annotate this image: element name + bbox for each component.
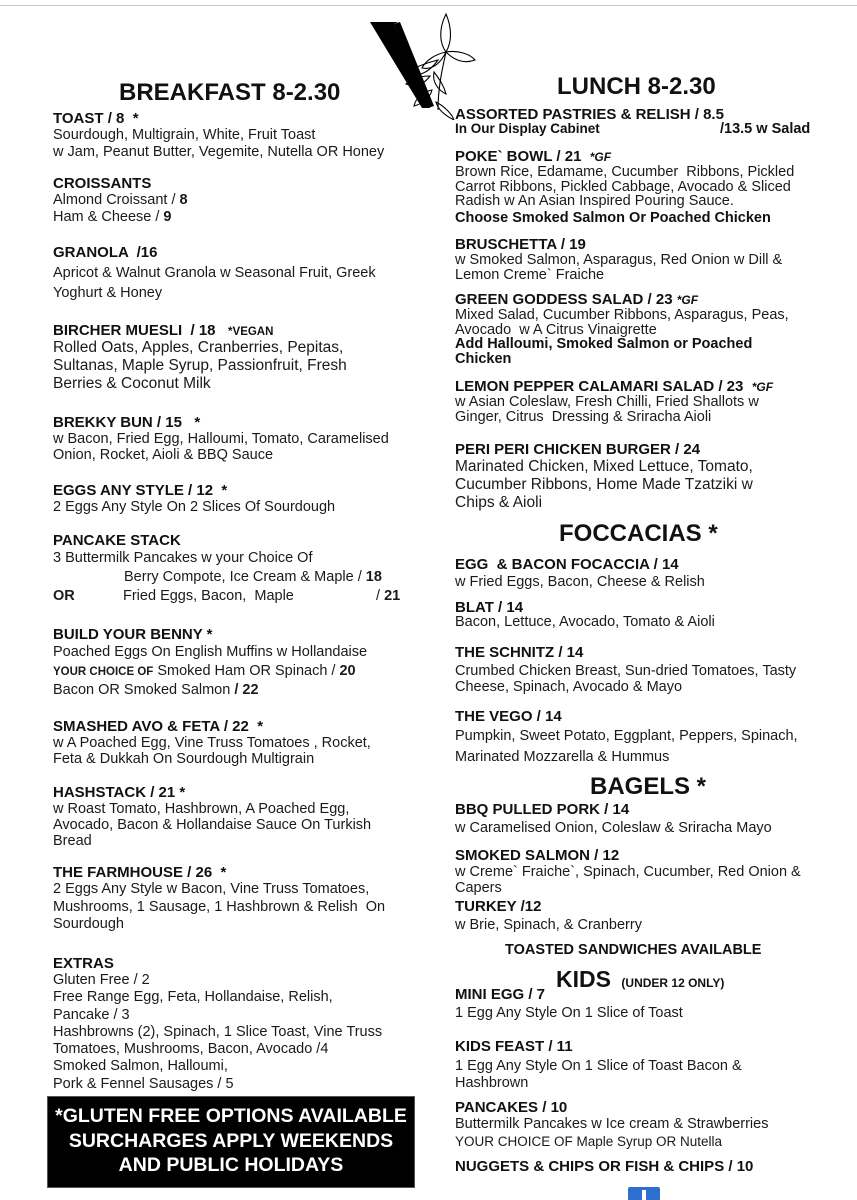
item-title [455, 378, 773, 395]
croissant-ham-cheese: Ham & Cheese / [53, 209, 164, 225]
item-title: EGG & BACON FOCACCIA / 14 [455, 556, 679, 573]
item-choice: Choose Smoked Salmon Or Poached Chicken [455, 209, 771, 226]
menu-item-kids-pancakes [455, 1099, 768, 1150]
item-desc: Pumpkin, Sweet Potato, Eggplant, Peppers, Spinach, [455, 728, 798, 744]
item-desc: Mixed Salad, Cucumber Ribbons, Asparagus, Peas, [455, 307, 789, 323]
item-desc: 2 Eggs Any Style w Bacon, Vine Truss Tomatoes, [53, 881, 370, 897]
item-desc: w A Poached Egg, Vine Truss Tomatoes , Rocket, [53, 735, 371, 751]
item-name: BIRCHER MUESLI / 18 [53, 322, 216, 339]
gf-tag: *GF [751, 380, 774, 394]
item-desc: Marinated Chicken, Mixed Lettuce, Tomato, [455, 458, 753, 475]
bagels-title: BAGELS * [590, 773, 707, 800]
item-title: BLAT / 14 [455, 599, 524, 616]
item-desc: Sultanas, Maple Syrup, Passionfruit, Fresh [53, 357, 347, 374]
menu-item-mini-egg [455, 986, 683, 1023]
choice-text: Bacon OR Smoked Salmon [53, 682, 235, 698]
item-desc [53, 209, 188, 226]
price: 9 [163, 209, 172, 225]
menu-item-smoked-salmon-bagel [455, 847, 801, 896]
notice-line: *GLUTEN FREE OPTIONS AVAILABLE [55, 1105, 407, 1127]
item-title: SMOKED SALMON / 12 [455, 847, 620, 864]
menu-item-brekky-bun [53, 414, 389, 463]
price-wrap [376, 587, 400, 606]
pancake-option-2 [53, 587, 413, 606]
item-title: PANCAKES / 10 [455, 1099, 568, 1116]
price: 20 [339, 662, 356, 679]
menu-item-kids-feast [455, 1038, 742, 1092]
menu-item-smashed-avo [53, 718, 371, 767]
extras-line: Hashbrowns (2), Spinach, 1 Slice Toast, Vine Truss [53, 1023, 383, 1040]
price-slash: / [376, 588, 385, 604]
item-name: POKE` BOWL / 21 [455, 148, 582, 165]
item-title: TOAST / 8 * [53, 110, 139, 127]
item-title: ASSORTED PASTRIES & RELISH / 8.5 [455, 106, 724, 123]
menu-item-calamari [455, 378, 773, 424]
item-desc: Ginger, Citrus Dressing & Sriracha Aioli [455, 408, 712, 425]
item-title: THE VEGO / 14 [455, 708, 562, 725]
item-desc: Apricot & Walnut Granola w Seasonal Fruit, Greek [53, 265, 376, 281]
item-desc: Rolled Oats, Apples, Cranberries, Pepitas, [53, 339, 344, 356]
croissant-almond: Almond Croissant / [53, 192, 180, 208]
salad-price: /13.5 w Salad [720, 121, 811, 137]
gluten-free-surcharge-notice [47, 1096, 415, 1188]
menu-item-hashstack [53, 784, 371, 849]
item-desc: Marinated Mozzarella & Hummus [455, 749, 670, 765]
item-desc [53, 681, 367, 700]
item-desc: Mushrooms, 1 Sausage, 1 Hashbrown & Relish On [53, 898, 386, 915]
price: 21 [384, 588, 401, 604]
item-sub [455, 122, 835, 136]
lunch-title: LUNCH 8-2.30 [557, 73, 716, 100]
item-desc: Onion, Rocket, Aioli & BBQ Sauce [53, 447, 274, 463]
item-title: CROISSANTS [53, 175, 152, 192]
item-desc: Radish w An Asian Inspired Pouring Sauce. [455, 193, 734, 209]
notice-line: SURCHARGES APPLY WEEKENDS [68, 1129, 394, 1152]
item-title [455, 291, 789, 308]
extras-line: Tomatoes, Mushrooms, Bacon, Avocado /4 [53, 1041, 329, 1058]
item-desc: w Brie, Spinach, & Cranberry [455, 917, 642, 933]
item-desc: Bacon, Lettuce, Avocado, Tomato & Aioli [455, 614, 715, 630]
price: 8 [179, 192, 188, 208]
item-desc: Yoghurt & Honey [53, 285, 163, 301]
item-title: TURKEY /12 [455, 898, 542, 915]
gf-tag: *GF [589, 150, 612, 164]
option-text: Fried Eggs, Bacon, Maple [123, 588, 294, 604]
item-addon: Add Halloumi, Smoked Salmon or Poached [455, 336, 753, 352]
item-title: THE FARMHOUSE / 26 * [53, 864, 227, 881]
focaccias-title: FOCCACIAS * [559, 520, 718, 547]
menu-item-turkey [455, 898, 642, 935]
item-desc: w Caramelised Onion, Coleslaw & Sriracha Mayo [455, 820, 772, 836]
menu-item-bbq-pork [455, 801, 772, 838]
item-name: LEMON PEPPER CALAMARI SALAD / 23 [455, 378, 744, 395]
item-title: THE SCHNITZ / 14 [455, 644, 584, 661]
extras-line: Pancake / 3 [53, 1006, 130, 1023]
extras-line: Smoked Salmon, Halloumi, [53, 1058, 228, 1075]
menu-item-blat [455, 600, 715, 630]
item-desc: Sourdough [53, 916, 124, 932]
menu-item-farmhouse [53, 864, 385, 934]
item-desc: w Fried Eggs, Bacon, Cheese & Relish [455, 574, 705, 590]
menu-item-vego [455, 708, 798, 768]
choice-label: YOUR CHOICE OF [53, 665, 154, 678]
item-desc [53, 192, 188, 209]
extras-line: Free Range Egg, Feta, Hollandaise, Relish, [53, 989, 333, 1006]
item-name: GREEN GODDESS SALAD / 23 [455, 291, 673, 308]
item-desc: Bread [53, 833, 92, 849]
item-title: PANCAKE STACK [53, 532, 181, 549]
item-desc: 3 Buttermilk Pancakes w your Choice Of [53, 550, 313, 566]
menu-item-egg-bacon-focaccia [455, 556, 705, 591]
extras-line: Gluten Free / 2 [53, 972, 150, 988]
menu-item-poke-bowl [455, 148, 794, 227]
item-title: HASHSTACK / 21 * [53, 784, 186, 801]
item-desc: Hashbrown [455, 1075, 529, 1091]
item-desc: 2 Eggs Any Style On 2 Slices Of Sourdough [53, 499, 336, 515]
item-title: BREKKY BUN / 15 * [53, 414, 201, 431]
option-text: Berry Compote, Ice Cream & Maple / [124, 569, 366, 585]
menu-item-eggs [53, 482, 335, 515]
vegan-tag: *VEGAN [228, 326, 274, 338]
cafe-logo [360, 10, 480, 120]
item-title: EXTRAS [53, 955, 114, 972]
item-title: BBQ PULLED PORK / 14 [455, 801, 630, 818]
item-desc: Cheese, Spinach, Avocado & Mayo [455, 679, 683, 695]
item-desc: w Bacon, Fried Egg, Halloumi, Tomato, Caramelised [53, 431, 389, 447]
menu-item-schnitz [455, 644, 796, 695]
pancake-option-1 [53, 568, 413, 587]
item-title: MINI EGG / 7 [455, 986, 546, 1003]
item-title: SMASHED AVO & FETA / 22 * [53, 718, 264, 735]
item-desc: w Jam, Peanut Butter, Vegemite, Nutella OR Honey [53, 144, 385, 160]
item-title [53, 322, 347, 339]
item-title: NUGGETS & CHIPS OR FISH & CHIPS / 10 [455, 1158, 754, 1175]
item-desc: Crumbed Chicken Breast, Sun-dried Tomatoes, Tasty [455, 663, 797, 679]
item-desc: w Asian Coleslaw, Fresh Chilli, Fried Shallots w [455, 394, 759, 410]
item-desc: 1 Egg Any Style On 1 Slice of Toast [455, 1005, 683, 1021]
item-desc: Poached Eggs On English Muffins w Hollandaise [53, 644, 368, 660]
item-title: KIDS FEAST / 11 [455, 1038, 573, 1055]
price: / 22 [234, 682, 259, 698]
item-desc: 1 Egg Any Style On 1 Slice of Toast Bacon & [455, 1058, 742, 1074]
price: 18 [365, 569, 382, 585]
choice-text: Smoked Ham OR Spinach / [153, 662, 340, 679]
item-desc: Avocado w A Citrus Vinaigrette [455, 321, 657, 338]
item-desc: Capers [455, 880, 502, 896]
scroll-to-top-button[interactable] [628, 1187, 660, 1200]
menu-item-bruschetta [455, 236, 782, 282]
menu-item-bircher [53, 322, 347, 393]
menu-item-nuggets [455, 1158, 753, 1175]
item-desc: Avocado, Bacon & Hollandaise Sauce On Turkish [53, 817, 372, 833]
item-desc: Lemon Creme` Fraiche [455, 266, 605, 283]
gf-tag: *GF [676, 293, 699, 307]
item-desc: Carrot Ribbons, Pickled Cabbage, Avocado & Sliced [455, 178, 791, 195]
item-desc [53, 662, 367, 682]
extras-line: Pork & Fennel Sausages / 5 [53, 1075, 234, 1092]
item-title: EGGS ANY STYLE / 12 * [53, 482, 228, 499]
item-title: BRUSCHETTA / 19 [455, 236, 586, 253]
item-desc: Sourdough, Multigrain, White, Fruit Toast [53, 127, 316, 143]
menu-item-granola [53, 244, 376, 303]
item-desc: Berries & Coconut Milk [53, 375, 211, 392]
item-title: PERI PERI CHICKEN BURGER / 24 [455, 441, 701, 458]
item-desc: w Roast Tomato, Hashbrown, A Poached Egg, [53, 801, 350, 817]
notice-line: AND PUBLIC HOLIDAYS [118, 1154, 344, 1176]
item-desc: Cucumber Ribbons, Home Made Tzatziki w [455, 476, 753, 493]
item-title: BUILD YOUR BENNY * [53, 626, 213, 643]
menu-item-green-goddess [455, 291, 789, 367]
item-desc: Chips & Aioli [455, 494, 543, 511]
item-desc: Feta & Dukkah On Sourdough Multigrain [53, 751, 315, 767]
or-label: OR [53, 588, 75, 604]
toasted-sandwiches-note: TOASTED SANDWICHES AVAILABLE [505, 942, 762, 958]
pastries-sub: In Our Display Cabinet [455, 121, 600, 136]
item-desc: YOUR CHOICE OF Maple Syrup OR Nutella [455, 1134, 723, 1149]
v-leaf-logo-icon [360, 10, 480, 120]
breakfast-title: BREAKFAST 8-2.30 [119, 79, 341, 106]
menu-item-benny [53, 626, 367, 700]
item-desc: Brown Rice, Edamame, Cucumber Ribbons, Pickled [455, 164, 795, 180]
item-title [455, 148, 794, 165]
menu-item-peri-burger [455, 441, 753, 512]
menu-item-croissants [53, 175, 188, 226]
menu-item-toast [53, 110, 384, 161]
kids-title: KIDS [556, 966, 611, 992]
item-desc: w Creme` Fraiche`, Spinach, Cucumber, Red Onion & [455, 864, 801, 880]
item-title: GRANOLA /16 [53, 244, 158, 261]
menu-item-pastries [455, 108, 835, 136]
item-desc: Buttermilk Pancakes w Ice cream & Strawberries [455, 1116, 769, 1132]
item-desc: w Smoked Salmon, Asparagus, Red Onion w Dill & [455, 252, 783, 268]
menu-item-pancake-stack [53, 532, 413, 606]
menu-item-extras [53, 955, 382, 1093]
kids-subtitle: (UNDER 12 ONLY) [621, 976, 725, 990]
page-top-border [0, 5, 857, 6]
item-addon: Chicken [455, 351, 512, 367]
